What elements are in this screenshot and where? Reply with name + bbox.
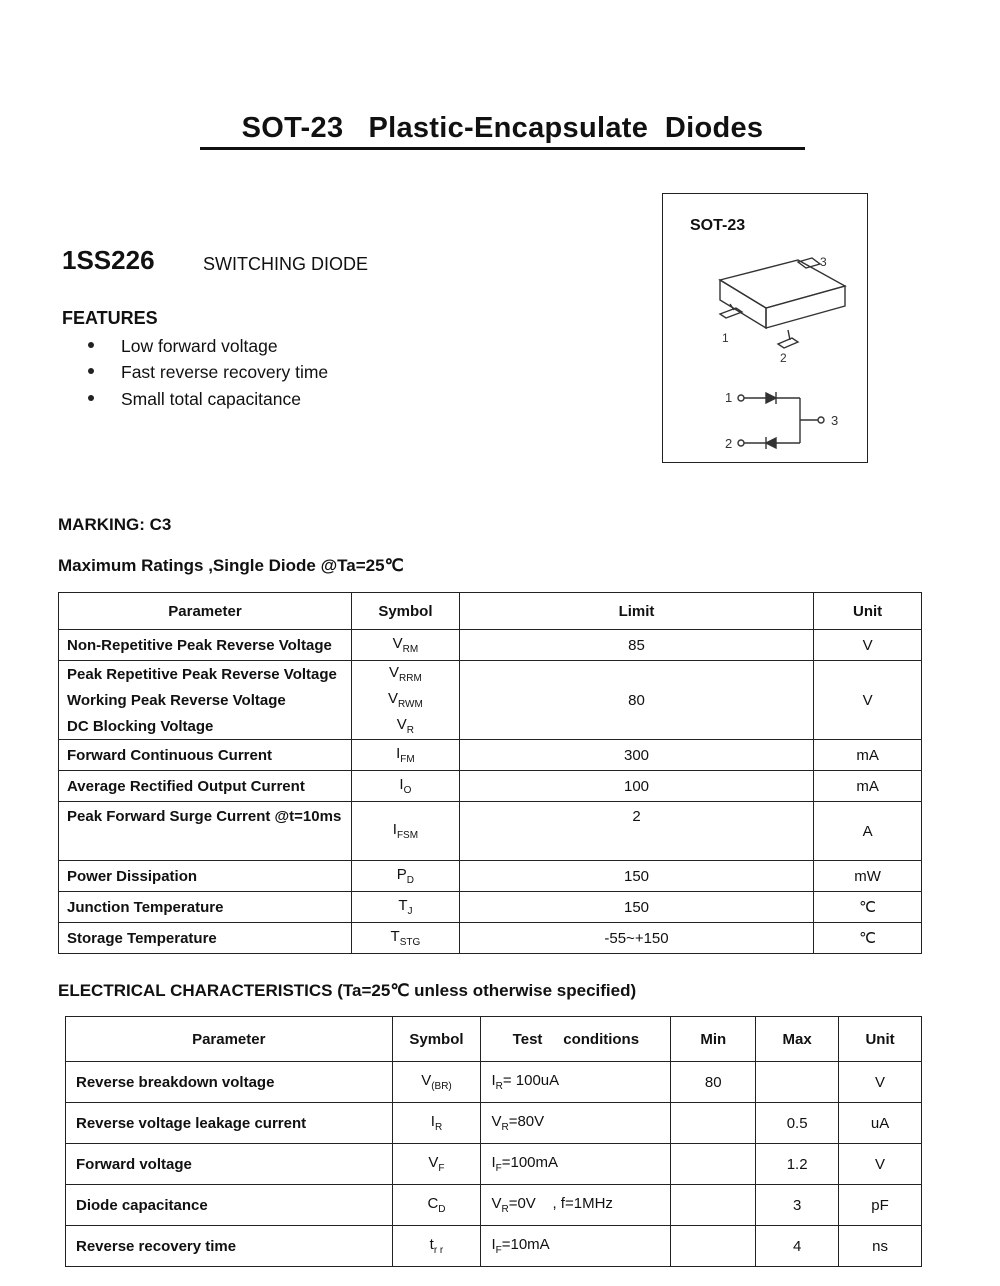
- feature-item: Low forward voltage: [88, 336, 278, 357]
- table-row: [59, 771, 922, 802]
- column-header: Parameter: [59, 593, 352, 630]
- parameter-cell: Average Rectified Output Current: [59, 771, 352, 802]
- package-label: SOT-23: [690, 217, 746, 234]
- limit-cell: 150: [459, 861, 813, 892]
- unit-cell: ℃: [814, 892, 922, 923]
- table-header-row: [66, 1017, 922, 1062]
- unit-cell: pF: [839, 1185, 922, 1226]
- column-header: Min: [671, 1017, 756, 1062]
- pin-label: 1: [725, 390, 733, 405]
- parameter-cell: Junction Temperature: [59, 892, 352, 923]
- electrical-table: [65, 1016, 922, 1267]
- parameter-cell: Storage Temperature: [59, 923, 352, 954]
- unit-cell: V: [839, 1062, 922, 1103]
- symbol-cell: $t_{r r}$: [392, 1226, 481, 1267]
- parameter-cell: Diode capacitance: [66, 1185, 393, 1226]
- pin-label: 3: [831, 413, 839, 428]
- limit-cell: 150: [459, 892, 813, 923]
- max-ratings-heading: Maximum Ratings ,Single Diode @Ta=25℃: [58, 556, 404, 575]
- parameter-cell: Peak Repetitive Peak Reverse Voltage Working Peak Reverse Voltage DC Blocking Voltage: [59, 661, 352, 740]
- condition-cell: $I_R= 100uA$: [481, 1062, 671, 1103]
- marking-label: MARKING: C3: [58, 515, 172, 534]
- unit-cell: V: [814, 630, 922, 661]
- pin-label: 2: [725, 436, 733, 451]
- pin-label: 1: [722, 331, 729, 345]
- parameter-cell: Reverse breakdown voltage: [66, 1062, 393, 1103]
- symbol-cell: $P_D$: [351, 861, 459, 892]
- symbol-cell: $V_F$: [392, 1144, 481, 1185]
- page-title: SOT-23 Plastic-Encapsulate Diodes: [200, 112, 805, 150]
- column-header: Test conditions: [481, 1017, 671, 1062]
- table-row: [59, 740, 922, 771]
- part-description: SWITCHING DIODE: [203, 254, 368, 274]
- column-header: Symbol: [392, 1017, 481, 1062]
- pin-label: 3: [820, 255, 827, 269]
- table-row: [59, 802, 922, 861]
- table-row: [59, 923, 922, 954]
- condition-cell: $V_R=0V$ , f=1MHz: [481, 1185, 671, 1226]
- parameter-cell: Reverse recovery time: [66, 1226, 393, 1267]
- unit-cell: mA: [814, 771, 922, 802]
- unit-cell: V: [814, 661, 922, 740]
- unit-cell: A: [814, 802, 922, 861]
- column-header: Parameter: [66, 1017, 393, 1062]
- symbol-cell: $T_{STG}$: [351, 923, 459, 954]
- column-header: Unit: [839, 1017, 922, 1062]
- unit-cell: mW: [814, 861, 922, 892]
- symbol-cell: $I_{FM}$: [351, 740, 459, 771]
- feature-item: Fast reverse recovery time: [88, 362, 328, 383]
- table-row: [59, 892, 922, 923]
- electrical-heading: ELECTRICAL CHARACTERISTICS (Ta=25℃ unless otherwise specified): [58, 981, 637, 1000]
- condition-cell: $I_F=10mA$: [481, 1226, 671, 1267]
- unit-cell: mA: [814, 740, 922, 771]
- parameter-cell: Peak Forward Surge Current @t=10ms: [59, 802, 352, 861]
- symbol-cell: $T_J$: [351, 892, 459, 923]
- max-cell: 3: [756, 1185, 839, 1226]
- symbol-cell: $I_O$: [351, 771, 459, 802]
- table-row: [59, 861, 922, 892]
- column-header: Unit: [814, 593, 922, 630]
- sot23-package-icon: [720, 258, 845, 348]
- unit-cell: ns: [839, 1226, 922, 1267]
- column-header: Max: [756, 1017, 839, 1062]
- parameter-cell: Power Dissipation: [59, 861, 352, 892]
- bullet-icon: [88, 342, 94, 348]
- bullet-icon: [88, 368, 94, 374]
- max-cell: 0.5: [756, 1103, 839, 1144]
- max-cell: 1.2: [756, 1144, 839, 1185]
- max-cell: [756, 1062, 839, 1103]
- feature-item: Small total capacitance: [88, 389, 301, 410]
- min-cell: [671, 1144, 756, 1185]
- column-header: Limit: [459, 593, 813, 630]
- diode-schematic-icon: [738, 392, 824, 449]
- table-row: [66, 1062, 922, 1103]
- column-header: Symbol: [351, 593, 459, 630]
- table-row: [59, 630, 922, 661]
- package-diagram: [700, 250, 860, 460]
- min-cell: [671, 1226, 756, 1267]
- unit-cell: uA: [839, 1103, 922, 1144]
- table-row: [66, 1144, 922, 1185]
- limit-cell: -55~+150: [459, 923, 813, 954]
- unit-cell: V: [839, 1144, 922, 1185]
- unit-cell: ℃: [814, 923, 922, 954]
- table-row: [59, 661, 922, 740]
- parameter-cell: Forward voltage: [66, 1144, 393, 1185]
- limit-cell: 300: [459, 740, 813, 771]
- condition-cell: $V_R=80V$: [481, 1103, 671, 1144]
- parameter-cell: Non-Repetitive Peak Reverse Voltage: [59, 630, 352, 661]
- limit-cell: 2: [459, 802, 813, 861]
- min-cell: [671, 1103, 756, 1144]
- table-row: [66, 1226, 922, 1267]
- bullet-icon: [88, 395, 94, 401]
- features-heading: FEATURES: [62, 308, 158, 328]
- min-cell: [671, 1185, 756, 1226]
- parameter-cell: Reverse voltage leakage current: [66, 1103, 393, 1144]
- limit-cell: 80: [459, 661, 813, 740]
- symbol-cell: $V_{RRM}$ $V_{RWM}$ $V_R$: [351, 661, 459, 740]
- symbol-cell: $V_{RM}$: [351, 630, 459, 661]
- min-cell: 80: [671, 1062, 756, 1103]
- symbol-cell: $I_{FSM}$: [351, 802, 459, 861]
- table-row: [66, 1103, 922, 1144]
- symbol-cell: $V_{(BR)}$: [392, 1062, 481, 1103]
- limit-cell: 100: [459, 771, 813, 802]
- max-cell: 4: [756, 1226, 839, 1267]
- pin-label: 2: [780, 351, 787, 365]
- table-row: [66, 1185, 922, 1226]
- part-number: 1SS226: [62, 245, 155, 275]
- symbol-cell: $C_D$: [392, 1185, 481, 1226]
- max-ratings-table: [58, 592, 922, 954]
- table-header-row: [59, 593, 922, 630]
- limit-cell: 85: [459, 630, 813, 661]
- parameter-cell: Forward Continuous Current: [59, 740, 352, 771]
- condition-cell: $I_F=100mA$: [481, 1144, 671, 1185]
- symbol-cell: $I_R$: [392, 1103, 481, 1144]
